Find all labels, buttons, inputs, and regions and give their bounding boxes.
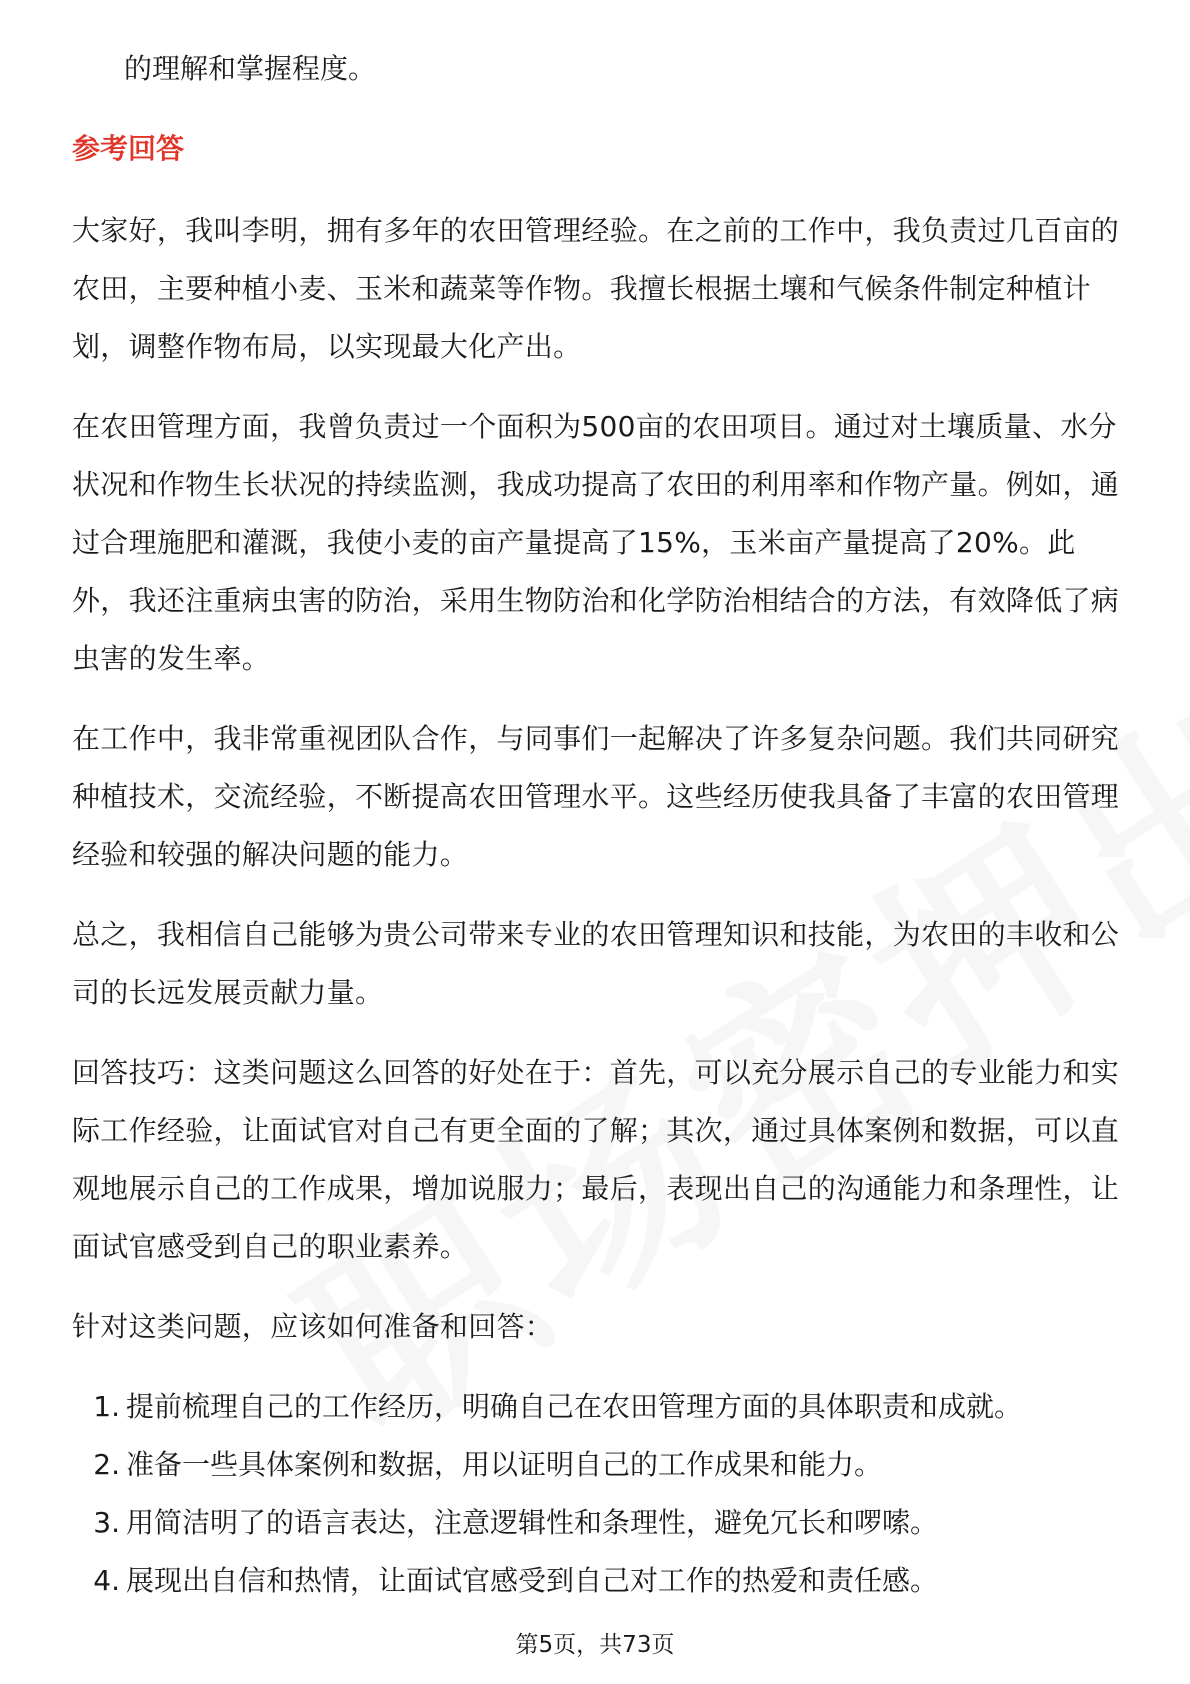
list-item-number: 1. [93, 1390, 120, 1423]
list-item-text: 准备一些具体案例和数据，用以证明自己的工作成果和能力。 [126, 1448, 883, 1481]
list-item [72, 1494, 1128, 1552]
list-item [72, 1436, 1128, 1494]
list-item-number: 3. [93, 1506, 120, 1539]
page-content [72, 40, 1128, 1610]
list-item-text: 提前梳理自己的工作经历，明确自己在农田管理方面的具体职责和成就。 [126, 1390, 1023, 1423]
preparation-heading: 针对这类问题，应该如何准备和回答： [72, 1310, 554, 1343]
continuation-line: 的理解和掌握程度。 [124, 52, 377, 85]
answer-paragraph-teamwork: 在工作中，我非常重视团队合作，与同事们一起解决了许多复杂问题。我们共同研究种植技术，交流经验，不断提高农田管理水平。这些经历使我具备了丰富的农田管理经验和较强的解决问题的能力。 [72, 722, 1120, 871]
list-item-number: 2. [93, 1448, 120, 1481]
list-item [72, 1378, 1128, 1436]
list-item-text: 展现出自信和热情，让面试官感受到自己对工作的热爱和责任感。 [126, 1564, 939, 1597]
preparation-list [72, 1378, 1128, 1610]
section-title: 参考回答 [72, 132, 185, 165]
list-item-number: 4. [93, 1564, 120, 1597]
list-item [72, 1552, 1128, 1610]
answer-paragraph-summary: 总之，我相信自己能够为贵公司带来专业的农田管理知识和技能，为农田的丰收和公司的长远发展贡献力量。 [72, 918, 1120, 1009]
answer-paragraph-management: 在农田管理方面，我曾负责过一个面积为500亩的农田项目。通过对土壤质量、水分状况和作物生长状况的持续监测，我成功提高了农田的利用率和作物产量。例如，通过合理施肥和灌溉，我使小麦的亩产量提高了15%，玉米亩产量提高了20%。此外，我还注重病虫害的防治，采用生物防治和化学防治相结合的方法，有效降低了病虫害的发生率。 [72, 410, 1120, 675]
answer-tips-paragraph: 回答技巧：这类问题这么回答的好处在于：首先，可以充分展示自己的专业能力和实际工作经验，让面试官对自己有更全面的了解；其次，通过具体案例和数据，可以直观地展示自己的工作成果，增加说服力；最后，表现出自己的沟通能力和条理性，让面试官感受到自己的职业素养。 [72, 1056, 1120, 1263]
page-number-footer: 第5页，共73页 [515, 1632, 675, 1658]
list-item-text: 用简洁明了的语言表达，注意逻辑性和条理性，避免冗长和啰嗦。 [126, 1506, 939, 1539]
answer-paragraph-intro: 大家好，我叫李明，拥有多年的农田管理经验。在之前的工作中，我负责过几百亩的农田，主要种植小麦、玉米和蔬菜等作物。我擅长根据土壤和气候条件制定种植计划，调整作物布局，以实现最大化产出。 [72, 214, 1120, 363]
